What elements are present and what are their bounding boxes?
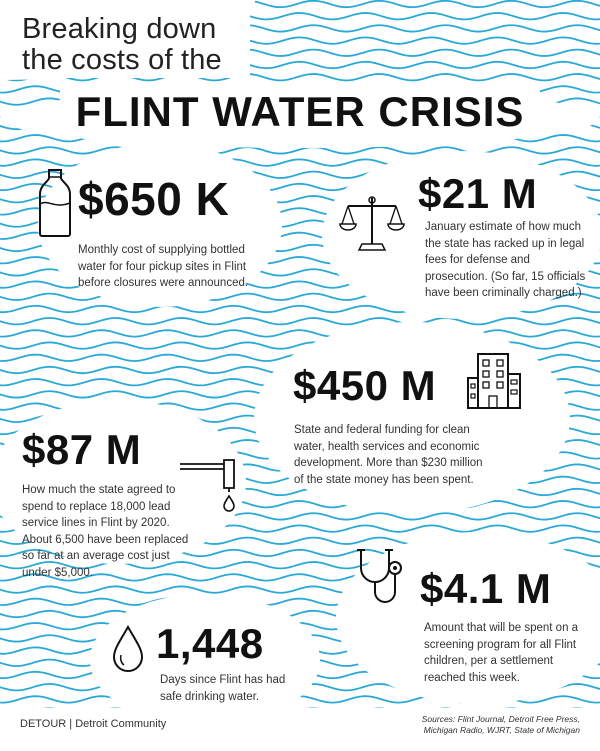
stat-description-lead-lines: How much the state agreed to spend to replace 18,000 lead service lines in Flint by 2020. About 6,500 have been replaced so far at an average cost just under $5,000. [22, 484, 189, 579]
title-line-1: Breaking down [22, 13, 217, 45]
stat-description-screening-program: Amount that will be spent on a screening program for all Flint children, per a settlement reached this week. [424, 622, 579, 684]
wave-line [0, 318, 600, 324]
page-title: FLINT WATER CRISIS [75, 88, 525, 135]
stat-amount-lead-lines: $87 M [22, 426, 142, 473]
stat-amount-state-federal-funding: $450 M [293, 362, 437, 409]
title-line-2: the costs of the [22, 44, 222, 76]
stat-amount-bottled-water: $650 K [78, 173, 230, 225]
stat-description-bottled-water: Monthly cost of supplying bottled water for four pickup sites in Flint before closures were announced. [78, 244, 249, 289]
footer-credit: DETOUR | Detroit Community [20, 718, 167, 730]
footer-sources: Sources: Flint Journal, Detroit Free Press, Michigan Radio, WJRT, State of Michigan [421, 714, 580, 735]
stat-description-days-without-safe-water: Days since Flint has had safe drinking water. [160, 674, 286, 703]
water-bottle-icon [38, 168, 72, 238]
stat-amount-legal-fees: $21 M [418, 170, 538, 217]
wave-line [0, 330, 600, 336]
title-intro [22, 14, 222, 76]
stat-description-state-federal-funding: State and federal funding for clean water, health services and economic development. More than $230 million of the state money has been spent. [294, 424, 483, 486]
stat-amount-screening-program: $4.1 M [420, 565, 552, 612]
stat-description-legal-fees: January estimate of how much the state has racked up in legal fees for defense and prosecution. (So far, 15 officials have been criminally charged.) [425, 221, 586, 299]
scales-of-justice-icon [340, 196, 404, 254]
building-icon [466, 352, 522, 410]
stethoscope-icon [355, 548, 415, 610]
water-drop-icon [110, 625, 146, 673]
stat-amount-days-without-safe-water: 1,448 [156, 620, 264, 667]
wave-line [0, 147, 600, 153]
